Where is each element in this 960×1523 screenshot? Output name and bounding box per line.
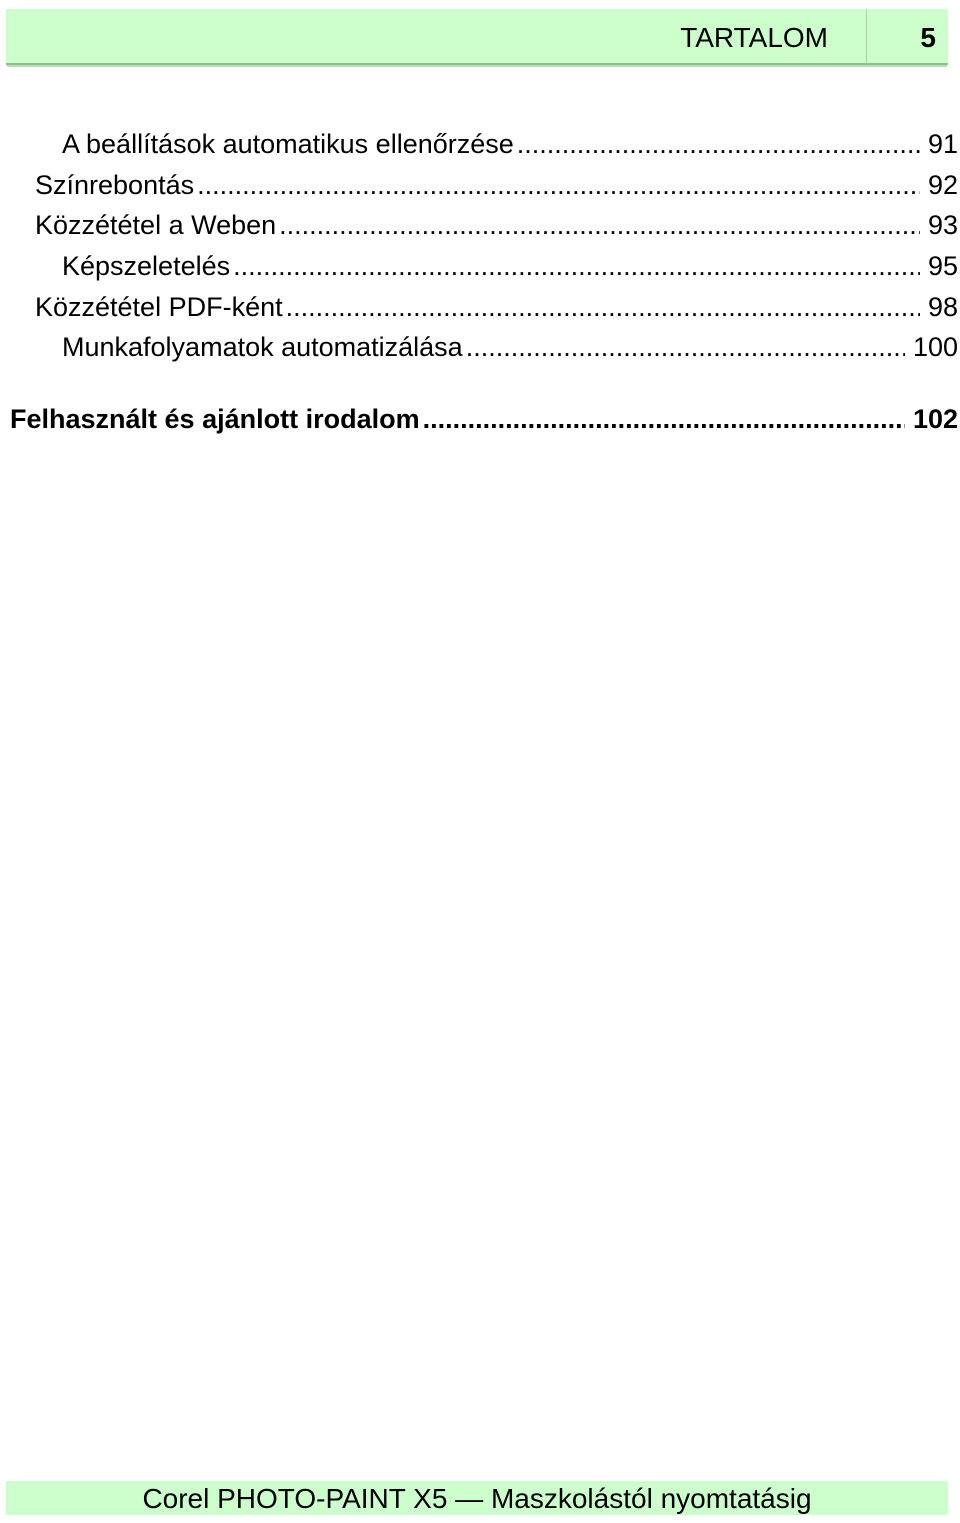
header-divider [866,9,867,63]
toc-entry[interactable] [62,127,958,161]
toc-entry-page: 95 [927,251,958,281]
toc-entry-page: 100 [912,332,958,362]
toc-dot-leader [463,330,905,364]
header-title: TARTALOM [680,22,828,53]
toc-entry-label: Közzététel a Weben [35,210,277,240]
toc-entry-page: 91 [927,129,958,159]
page-footer [6,1481,948,1515]
header-page-number: 5 [920,22,936,53]
toc-dot-leader [194,168,920,202]
toc-dot-leader [276,208,920,242]
footer-title: Corel PHOTO-PAINT X5 — Maszkolástól nyomtatásig [142,1483,812,1514]
toc-dot-leader [420,402,905,436]
toc-entry-label: Munkafolyamatok automatizálása [62,332,463,362]
toc-entry[interactable] [62,330,958,364]
toc-entry[interactable] [35,208,958,242]
toc-entry[interactable] [35,168,958,202]
toc-entry-page: 98 [927,292,958,322]
toc-entry-page: 102 [912,404,958,434]
toc-dot-leader [230,249,920,283]
toc-entry-label: Felhasznált és ajánlott irodalom [10,404,420,434]
toc-dot-leader [514,127,920,161]
toc-chapter-entry[interactable] [10,402,958,436]
toc-entry-label: Színrebontás [35,170,195,200]
toc-entry-label: Képszeletelés [62,251,231,281]
toc-entry-label: A beállítások automatikus ellenőrzése [62,129,514,159]
toc-entry[interactable] [35,290,958,324]
page-header [6,9,948,65]
toc-dot-leader [283,290,920,324]
toc-entry[interactable] [62,249,958,283]
toc-entry-page: 93 [927,210,958,240]
toc-entry-page: 92 [927,170,958,200]
toc-entry-label: Közzététel PDF-ként [35,292,283,322]
